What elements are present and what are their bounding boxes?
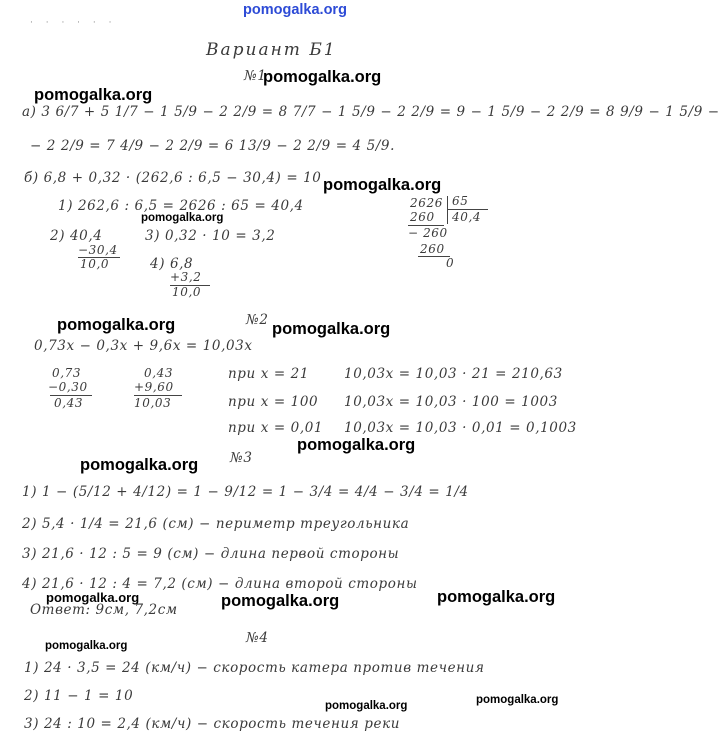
longdiv-dividend: 2626: [410, 196, 443, 210]
task4-number: №4: [246, 630, 269, 646]
watermark-8: pomogalka.org: [80, 456, 199, 474]
task1-step2-res: 10,0: [80, 257, 110, 271]
watermark-2: pomogalka.org: [34, 86, 153, 104]
task2-case3-res: 10,03x = 10,03 · 0,01 = 0,1003: [344, 420, 577, 436]
task1-step2: 2) 40,4: [50, 228, 103, 244]
task2-case3: при x = 0,01: [228, 420, 324, 436]
watermark-9: pomogalka.org: [46, 590, 140, 605]
task2-col2-a: 0,43: [144, 366, 174, 380]
task2-case1-res: 10,03x = 10,03 · 21 = 210,63: [344, 366, 563, 382]
watermark-7: pomogalka.org: [297, 436, 416, 454]
task1-step3: 3) 0,32 · 10 = 3,2: [145, 228, 276, 244]
task1-a-line1: а) 3 6/7 + 5 1/7 − 1 5/9 − 2 2/9 = 8 7/7 − 1 5/9 − 2 2/9 = 9 − 1 5/9 − 2 2/9 = 8 9/9 − 1 5/9 −: [22, 104, 720, 120]
task3-l1: 1) 1 − (5/12 + 4/12) = 1 − 9/12 = 1 − 3/4 = 4/4 − 3/4 = 1/4: [22, 484, 469, 500]
task2-case2-res: 10,03x = 10,03 · 100 = 1003: [344, 394, 558, 410]
task1-b-line: б) 6,8 + 0,32 · (262,6 : 6,5 − 30,4) = 10: [24, 170, 322, 186]
watermark-12: pomogalka.org: [45, 640, 128, 652]
task3-l3: 3) 21,6 · 12 : 5 = 9 (см) − длина первой стороны: [22, 546, 400, 562]
task3-answer: Ответ: 9см, 7,2см: [30, 602, 178, 618]
task3-l2: 2) 5,4 · 1/4 = 21,6 (см) − периметр треугольника: [22, 516, 410, 532]
site-header-link[interactable]: pomogalka.org: [243, 2, 347, 18]
longdiv-quotient: 40,4: [452, 210, 482, 224]
task3-number: №3: [230, 450, 253, 466]
watermark-5: pomogalka.org: [57, 316, 176, 334]
watermark-6: pomogalka.org: [272, 320, 391, 338]
watermark-10: pomogalka.org: [221, 592, 340, 610]
watermark-14: pomogalka.org: [476, 694, 559, 706]
task2-case1: при x = 21: [228, 366, 310, 382]
longdiv-bar: [447, 196, 448, 224]
task2-col2-b: +9,60: [134, 380, 174, 394]
watermark-4: pomogalka.org: [141, 212, 224, 224]
variant-title: Вариант Б1: [206, 40, 337, 60]
task2-col2-r: 10,03: [134, 396, 172, 410]
watermark-13: pomogalka.org: [325, 700, 408, 712]
task2-case2: при x = 100: [228, 394, 319, 410]
longdiv-rem1: − 260: [408, 226, 448, 240]
watermark-11: pomogalka.org: [437, 588, 556, 606]
longdiv-rem2: 0: [446, 256, 455, 270]
task3-l4: 4) 21,6 · 12 : 4 = 7,2 (см) − длина второй стороны: [22, 576, 418, 592]
task1-number: №1: [244, 68, 267, 84]
task4-l3: 3) 24 : 10 = 2,4 (км/ч) − скорость течения реки: [24, 716, 401, 732]
task1-step2-sub: −30,4: [78, 243, 118, 257]
longdiv-divisor: 65: [452, 194, 469, 208]
task2-col1-r: 0,43: [54, 396, 84, 410]
task4-l2: 2) 11 − 1 = 10: [24, 688, 134, 704]
task2-col1-b: −0,30: [48, 380, 88, 394]
task2-number: №2: [246, 312, 269, 328]
watermark-3: pomogalka.org: [323, 176, 442, 194]
task2-col1-a: 0,73: [52, 366, 82, 380]
watermark-1: pomogalka.org: [263, 68, 382, 86]
task1-step4-add: +3,2: [170, 270, 202, 284]
task1-step1: 1) 262,6 : 6,5 = 2626 : 65 = 40,4: [58, 198, 304, 214]
task2-line1: 0,73x − 0,3x + 9,6x = 10,03x: [34, 338, 253, 354]
task1-step4-res: 10,0: [172, 285, 202, 299]
longdiv-sub1: 260: [410, 210, 435, 224]
longdiv-sub2: 260: [420, 242, 445, 256]
task4-l1: 1) 24 · 3,5 = 24 (км/ч) − скорость катера против течения: [24, 660, 485, 676]
task1-step4: 4) 6,8: [150, 256, 194, 272]
faint-marks: · · · · · ·: [30, 18, 117, 28]
task1-a-line2: − 2 2/9 = 7 4/9 − 2 2/9 = 6 13/9 − 2 2/9 = 4 5/9.: [30, 138, 395, 154]
